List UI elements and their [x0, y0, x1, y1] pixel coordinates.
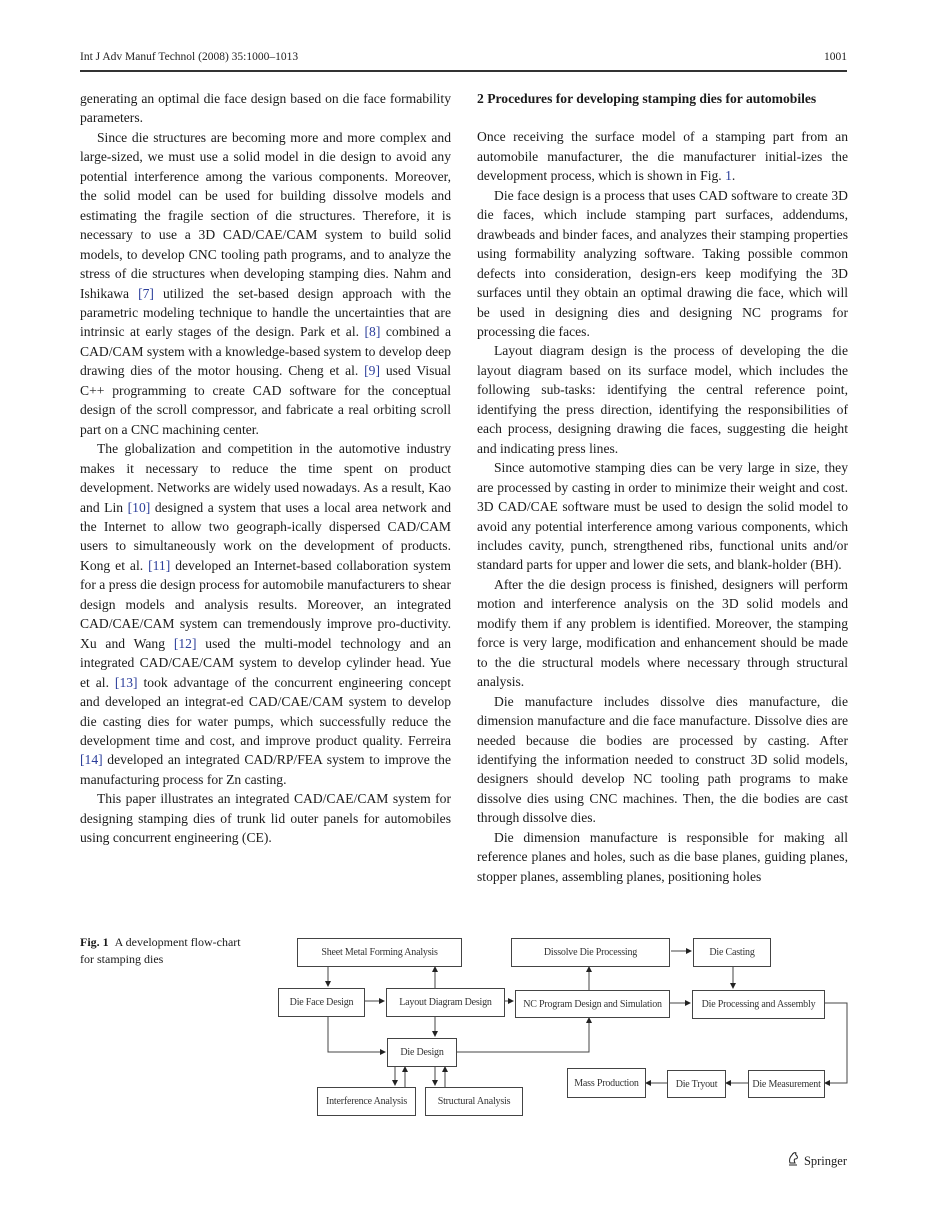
publisher-name: Springer — [803, 1153, 847, 1168]
left-column — [80, 89, 451, 848]
paragraph: Since die structures are becoming more and more complex and large-sized, we must use a solid model in die design to avoid any potential interference among the various components. Moreover, the solid model can be used for building dissolve models and estimating the fragile section of die structures. Therefore, it is necessary to use a 3D CAD/CAE/CAM system to build solid models, to develop CNC tooling path programs, and to analyze the stress of die structures when developing stamping dies. Nahm and Ishikawa [7] utilized the set-based design approach with the parametric modeling technique to handle the uncertainties that are intrinsic at early stages of the design. Park et al. [8] combined a CAD/CAM system with a knowledge-based system to develop deep drawing dies of the motor housing. Cheng et al. [9] used Visual C++ programming to create CAD software for the conceptual design of the scroll compressor, and fabricate a real orbiting scroll part on a CNC machining center. — [80, 129, 451, 437]
running-header — [80, 51, 847, 71]
page-number: 1001 — [824, 51, 847, 63]
citation-link-8[interactable]: [8] — [364, 324, 381, 340]
flow-node-sheet-metal-forming-analysis: Sheet Metal Forming Analysis — [297, 938, 462, 967]
flow-node-die-casting: Die Casting — [693, 938, 771, 967]
citation-link-10[interactable]: [10] — [127, 499, 151, 515]
citation-link-12[interactable]: [12] — [173, 635, 197, 651]
paragraph: Once receiving the surface model of a stamping part from an automobile manufacturer, the die manufacturer initial-izes the development process, which is shown in Fig. 1. — [477, 129, 848, 184]
paragraph: Die manufacture includes dissolve dies manufacture, die dimension manufacture and die face manufacture. Dissolve dies are needed because die bodies are processed by casting. After identifying the information needed to construct 3D solid models, designers should develop NC tooling path programs to make dissolve dies using CNC machines. Then, the die bodies are cast through dissolve dies. — [477, 693, 848, 826]
figure-caption — [80, 934, 250, 968]
paragraph: Layout diagram design is the process of developing the die layout diagram based on its surface model, which includes the following sub-tasks: identifying the central reference point, identifying the press direction, identifying the responsibilities of each process, designing drawing die faces, suggesting die height and indicating press lines. — [477, 343, 848, 456]
paragraph: Die dimension manufacture is responsible for making all reference planes and holes, such as die base planes, guiding planes, stopper planes, assembling planes, positioning holes — [477, 829, 848, 884]
citation-link-7[interactable]: [7] — [138, 285, 154, 301]
flow-node-die-measurement: Die Measurement — [748, 1070, 825, 1098]
figure-caption-text: A development flow-chart for stamping dies — [80, 935, 241, 966]
flow-node-layout-diagram-design: Layout Diagram Design — [386, 988, 505, 1017]
flow-node-die-tryout: Die Tryout — [667, 1070, 726, 1098]
journal-citation: Int J Adv Manuf Technol (2008) 35:1000–1013 — [80, 51, 299, 63]
flow-node-die-design: Die Design — [387, 1038, 457, 1067]
flow-node-die-face-design: Die Face Design — [278, 988, 365, 1017]
citation-link-9[interactable]: [9] — [364, 363, 381, 379]
paragraph: The globalization and competition in the automotive industry makes it necessary to reduce the time spent on product development. Networks are widely used nowadays. As a result, Kao and Lin [10] designed a system that uses a local area network and the Internet to allow two geograph-ically dispersed CAD/CAM users to simultaneously work on the development of products. Kong et al. [11] developed an Internet-based collaboration system for a press die design process for automobile manufacturers to shear design models and analysis results. Moreover, an integrated CAD/CAE/CAM system can tremendously improve pro-ductivity. Xu and Wang [12] used the multi-model technology and an integrated CAD/CAE/CAM system to develop cylinder head. Yue et al. [13] took advantage of the concurrent engineering concept and developed an integrat-ed CAD/CAE/CAM system to develop die casting dies for water pumps, which successfully reduce the development time and cost, and improve product quality. Ferreira [14] developed an integrated CAD/RP/FEA system to improve the manufacturing process for Zn casting. — [80, 441, 451, 787]
paragraph: Since automotive stamping dies can be very large in size, they are processed by casting in order to minimize their weight and cost. 3D CAD/CAE software must be used to design the solid model to avoid any potential interference among various components, which includes cavity, punch, strengthened ribs, functional units and/or standard parts for upper and lower die sets, and blank-holder (BH). — [477, 460, 848, 573]
figure-label: Fig. 1 — [80, 935, 109, 949]
springer-knight-icon — [786, 1151, 800, 1171]
paragraph: Die face design is a process that uses CAD software to create 3D die faces, which include stamping part surfaces, addendums, drawbeads and binder faces, and analyzes their stamping properties using formability analyzing software. Taking possible common defects into consideration, design-ers keep modifying the 3D surfaces until they obtain an optimal drawing die face, which will be used in designing dies and designing NC programs for processing die faces. — [477, 187, 848, 339]
publisher-footer — [786, 1151, 847, 1171]
paragraph: After the die design process is finished, designers will perform motion and interference analysis on the 3D solid models and modify them if any problem is identified. Moreover, the stamping force is very large, modification and enhancement should be made to the die structural models where necessary through structural analysis. — [477, 576, 848, 690]
citation-link-11[interactable]: [11] — [148, 557, 171, 573]
right-column — [477, 89, 848, 886]
flow-node-interference-analysis: Interference Analysis — [317, 1087, 416, 1116]
citation-link-13[interactable]: [13] — [114, 674, 138, 690]
flow-node-structural-analysis: Structural Analysis — [425, 1087, 523, 1116]
paragraph: generating an optimal die face design based on die face formability parameters. — [80, 91, 451, 126]
citation-link-14[interactable]: [14] — [80, 752, 103, 768]
figure-link-1[interactable]: 1 — [725, 168, 732, 184]
header-rule — [80, 70, 847, 72]
flow-node-dissolve-die-processing: Dissolve Die Processing — [511, 938, 670, 967]
flow-node-nc-program-design: NC Program Design and Simulation — [515, 990, 670, 1018]
section-heading: 2 Procedures for developing stamping dies for automobiles — [477, 91, 817, 106]
flow-node-mass-production: Mass Production — [567, 1068, 646, 1098]
paragraph: This paper illustrates an integrated CAD/CAE/CAM system for designing stamping dies of trunk lid outer panels for automobiles using concurrent engineering (CE). — [80, 791, 451, 846]
flow-node-die-processing-assembly: Die Processing and Assembly — [692, 990, 825, 1019]
